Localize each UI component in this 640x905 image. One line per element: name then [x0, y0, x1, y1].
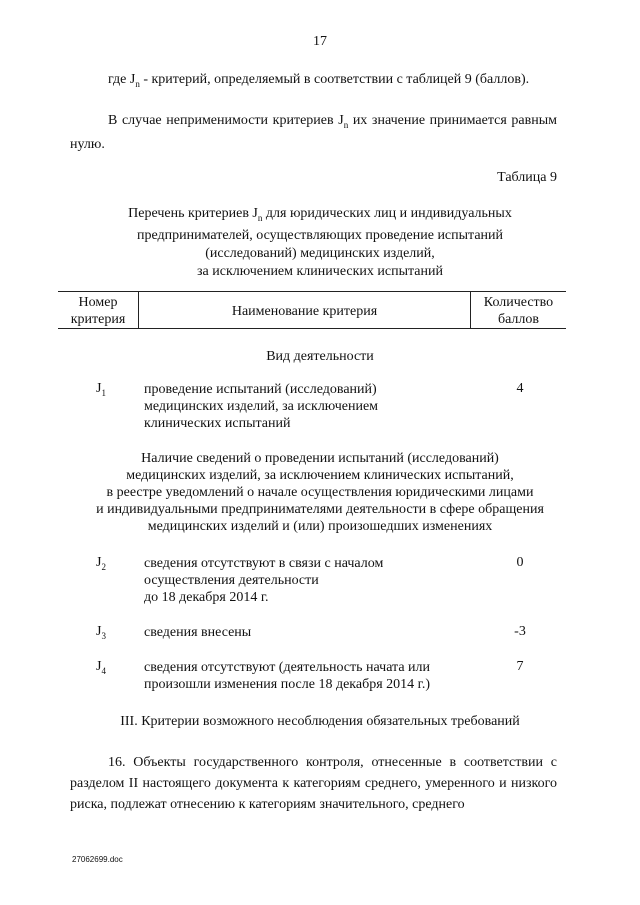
criterion-description: сведения внесены — [144, 625, 252, 640]
table-header-bottom-border — [58, 328, 566, 329]
table-title-line: Перечень критериев $J_n$ для юридических лиц и индивидуальных — [128, 206, 512, 223]
criterion-score: 7 — [516, 659, 524, 674]
table-title-line: за исключением клинических испытаний — [197, 263, 443, 279]
section-heading-iii: III. Критерии возможного несоблюдения обязательных требований — [120, 714, 520, 729]
paragraph-where-jn: где $J_n$ - критерий, определяемый в соответствии с таблицей 9 (баллов). — [108, 72, 530, 89]
header-criterion-name: Наименование критерия — [231, 304, 378, 319]
table-label: Таблица 9 — [497, 170, 557, 185]
criterion-score: 0 — [516, 555, 524, 570]
paragraph-not-applicable: В случае неприменимости критериев $J_n$ их значение принимается равным нулю. — [70, 113, 557, 152]
section-registry-info: Наличие сведений о проведении испытаний (исследований) медицинских изделий, за исключением клинических испытаний, в реестре уведомлений о начале осуществления юридическими лицами и индивидуальными предпринимателями деятельности в сфере обращения медицинских изделий и (или) произошедших изменениях — [96, 451, 544, 534]
footer-filename: 27062699.doc — [72, 855, 123, 864]
paragraph-16: 16. Объекты государственного контроля, отнесенные в соответствии с разделом II настоящего документа к категориям среднего, умеренного и низкого риска, подлежат отнесению к категориям значительного, среднего — [70, 755, 557, 812]
table-title-line: (исследований) медицинских изделий, — [205, 245, 435, 261]
table-top-border — [58, 291, 566, 292]
criterion-description: проведение испытаний (исследований) медицинских изделий, за исключением клинических испытаний — [144, 382, 379, 431]
header-score: Количество баллов — [483, 295, 554, 327]
criterion-description: сведения отсутствуют (деятельность начата или произошли изменения после 18 декабря 2014 г.) — [144, 660, 431, 692]
header-criterion-number: Номер критерия — [70, 295, 126, 327]
criterion-description: сведения отсутствуют в связи с началом осуществления деятельности до 18 декабря 2014 г. — [144, 556, 384, 605]
criterion-code: $J_1$ — [96, 381, 106, 398]
table-title — [60, 205, 580, 281]
section-activity-type: Вид деятельности — [266, 349, 374, 364]
criterion-code: $J_3$ — [96, 624, 106, 641]
criterion-score: 4 — [516, 381, 524, 396]
criterion-code: $J_2$ — [96, 555, 106, 572]
page-number: 17 — [313, 34, 327, 49]
table-title-line: предпринимателей, осуществляющих проведение испытаний — [136, 227, 504, 243]
criterion-code: $J_4$ — [96, 659, 106, 676]
criterion-score: -3 — [514, 624, 526, 639]
